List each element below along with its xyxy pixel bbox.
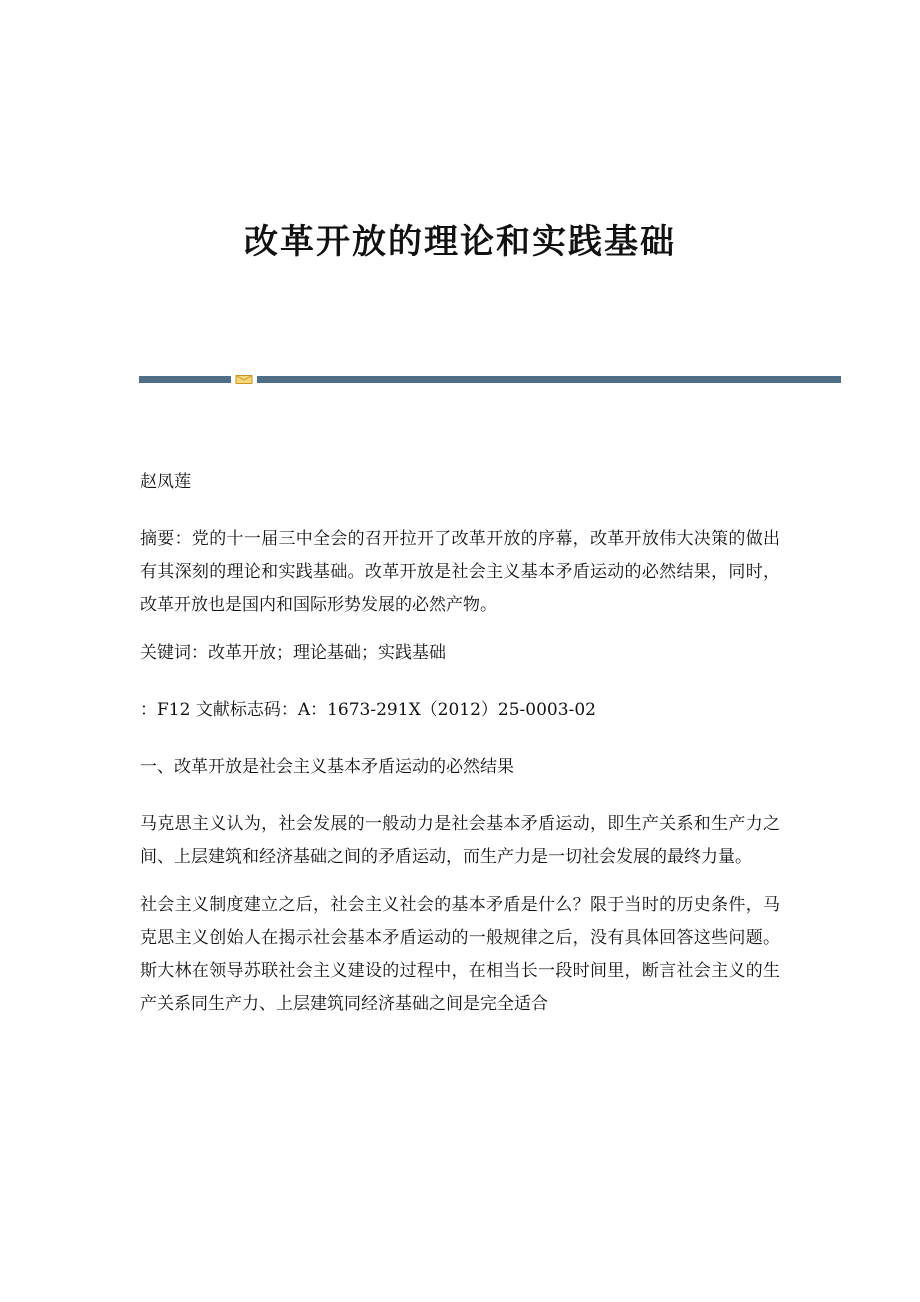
- divider-bar-right: [257, 376, 841, 383]
- keywords: 关键词：改革开放；理论基础；实践基础: [140, 643, 446, 663]
- author-name: 赵凤莲: [140, 472, 191, 492]
- envelope-ornament-icon: [235, 375, 253, 384]
- classification-code: ：F12 文献标志码：A：1673-291X（2012）25-0003-02: [140, 700, 596, 720]
- document-title: 改革开放的理论和实践基础: [244, 222, 676, 262]
- document-body: [140, 466, 780, 1036]
- title-divider: [139, 375, 841, 384]
- divider-bar-left: [139, 376, 231, 383]
- body-paragraph: 马克思主义认为，社会发展的一般动力是社会基本矛盾运动，即生产关系和生产力之间、上层建筑和经济基础之间的矛盾运动，而生产力是一切社会发展的最终力量。: [140, 814, 780, 867]
- abstract: 摘要：党的十一届三中全会的召开拉开了改革开放的序幕，改革开放伟大决策的做出有其深刻的理论和实践基础。改革开放是社会主义基本矛盾运动的必然结果，同时，改革开放也是国内和国际形势发展的必然产物。: [140, 529, 780, 615]
- section-heading: 一、改革开放是社会主义基本矛盾运动的必然结果: [140, 757, 514, 777]
- body-paragraph: 社会主义制度建立之后，社会主义社会的基本矛盾是什么？限于当时的历史条件，马克思主义创始人在揭示社会基本矛盾运动的一般规律之后，没有具体回答这些问题。斯大林在领导苏联社会主义建设的过程中，在相当长一段时间里，断言社会主义的生产关系同生产力、上层建筑同经济基础之间是完全适合: [140, 895, 780, 1014]
